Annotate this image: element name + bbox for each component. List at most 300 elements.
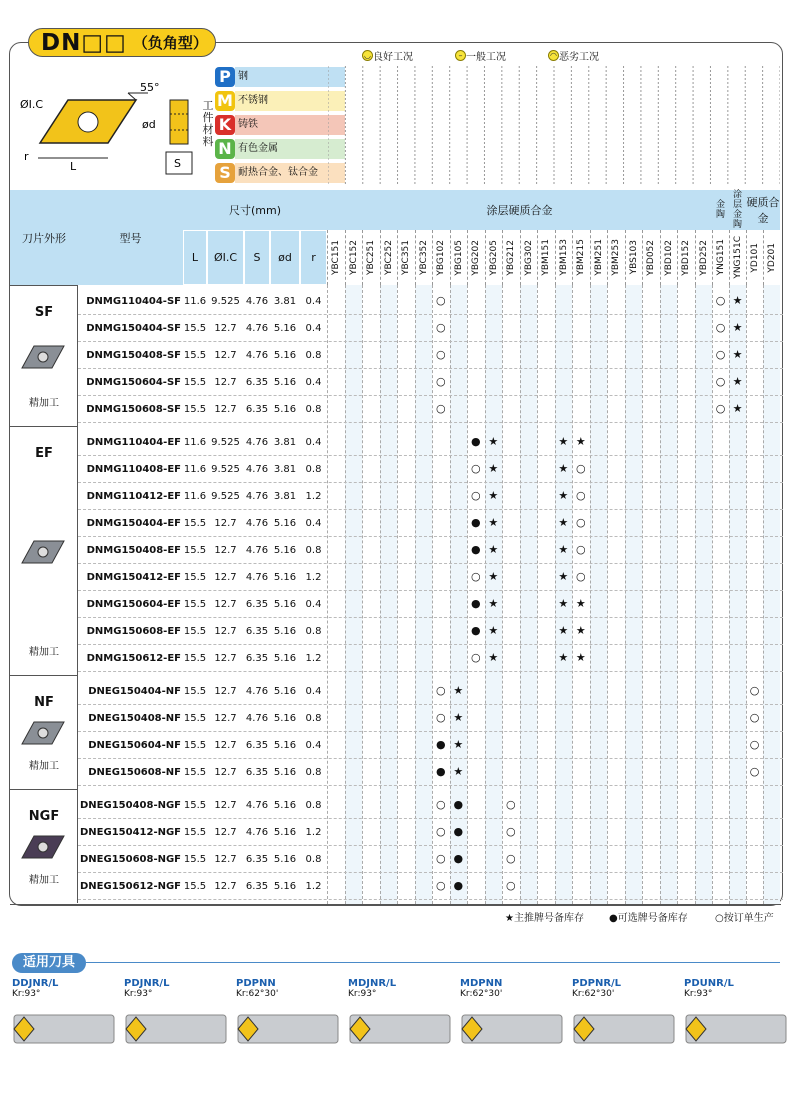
- grade-header: [467, 230, 485, 285]
- grade-header: [642, 230, 660, 285]
- dim-cell: 3.81: [273, 464, 297, 475]
- tool-image: [460, 999, 566, 1055]
- table-bottom: [10, 904, 781, 905]
- tool-kr: Kr:93°: [12, 989, 41, 999]
- dim-cell: 0.8: [305, 464, 322, 475]
- material-row: [215, 162, 345, 184]
- model-cell: DNMG150404-EF: [86, 518, 181, 529]
- shape-header: 刀片外形: [10, 190, 78, 285]
- grade-mark: ★: [488, 570, 499, 583]
- dim-cell: 5.16: [273, 626, 297, 637]
- title-main: DN□□: [41, 29, 127, 56]
- model-cell: DNMG150612-EF: [86, 653, 181, 664]
- tool-name: DDJNR/L: [12, 978, 59, 989]
- cermet-header: 金陶: [712, 190, 729, 230]
- dim-cell: 5.16: [273, 827, 297, 838]
- grade-label: YBD102: [663, 239, 674, 276]
- dim-cell: 6.35: [245, 377, 269, 388]
- material-letter: N: [215, 139, 235, 159]
- model-cell: DNMG110412-EF: [86, 491, 181, 502]
- dim-cell: 12.7: [214, 854, 237, 865]
- model-cell: DNMG150404-SF: [86, 323, 181, 334]
- dim-cell: 11.6: [183, 464, 207, 475]
- grade-header: [327, 230, 345, 285]
- condition-good: [362, 48, 413, 63]
- grade-mark: ●: [470, 597, 481, 610]
- material-label: 不锈钢: [235, 91, 345, 111]
- tool-name: PDPNR/L: [572, 978, 622, 989]
- grade-mark: ○: [435, 711, 446, 724]
- dim-cell: 12.7: [214, 827, 237, 838]
- tool-name: MDPNN: [460, 978, 503, 989]
- grade-header: [362, 230, 380, 285]
- dim-cell: 4.76: [245, 686, 269, 697]
- grade-mark: ★: [558, 462, 569, 475]
- dim-cell: 5.16: [273, 740, 297, 751]
- grade-header: [397, 230, 415, 285]
- tool-kr: Kr:93°: [124, 989, 153, 999]
- dim-cell: 9.525: [211, 464, 240, 475]
- grade-header: [555, 230, 573, 285]
- grade-header: [345, 230, 363, 285]
- dim-cell: 3.81: [273, 296, 297, 307]
- model-cell: DNMG150408-SF: [86, 350, 181, 361]
- dim-cell: 15.5: [183, 404, 207, 415]
- dim-cell: 15.5: [183, 827, 207, 838]
- grade-header: [380, 230, 398, 285]
- group-desc: 精加工: [29, 875, 59, 886]
- group-desc: 精加工: [29, 761, 59, 772]
- dim-cell: 4.76: [245, 437, 269, 448]
- ic-label: ØI.C: [20, 98, 44, 111]
- grade-header: [625, 230, 643, 285]
- dim-cell: 12.7: [214, 881, 237, 892]
- material-label: 耐热合金、钛合金: [235, 163, 345, 183]
- legend-circle: ○按订单生产: [715, 913, 774, 924]
- grade-mark: ★: [732, 321, 743, 334]
- insert-image: [18, 832, 68, 864]
- good-face-icon: ◡: [362, 50, 373, 61]
- grade-mark: ○: [505, 825, 516, 838]
- grade-mark: ★: [488, 435, 499, 448]
- grade-mark: ★: [558, 651, 569, 664]
- model-cell: DNEG150404-NF: [88, 686, 181, 697]
- dim-cell: 15.5: [183, 767, 207, 778]
- grade-label: YBM151: [541, 239, 552, 276]
- grade-mark: ○: [749, 711, 760, 724]
- grade-mark: ●: [453, 852, 464, 865]
- grade-mark: ★: [575, 651, 586, 664]
- dim-cell: 12.7: [214, 767, 237, 778]
- grade-header: [537, 230, 555, 285]
- dim-cell: 6.35: [245, 626, 269, 637]
- dim-cell: 15.5: [183, 740, 207, 751]
- dim-cell: 0.4: [305, 323, 322, 334]
- d-label: ød: [142, 118, 156, 131]
- dim-cell: 5.16: [273, 545, 297, 556]
- grade-label: YBM215: [576, 239, 587, 276]
- dim-cell: 12.7: [214, 599, 237, 610]
- size-col-header: ØI.C: [207, 230, 244, 285]
- grade-mark: ○: [575, 516, 586, 529]
- dim-cell: 5.16: [273, 686, 297, 697]
- tool-image: [12, 999, 118, 1055]
- dim-cell: 12.7: [214, 350, 237, 361]
- insert-hole: [78, 112, 98, 132]
- r-label: r: [24, 150, 29, 163]
- model-cell: DNEG150608-NGF: [79, 854, 181, 865]
- coated-header: 涂层硬质合金: [327, 190, 712, 230]
- size-col-header: r: [300, 230, 327, 285]
- grade-header: [502, 230, 520, 285]
- grade-mark: ○: [435, 348, 446, 361]
- carbide-header: 硬质合金: [746, 190, 780, 230]
- grade-mark: ★: [488, 462, 499, 475]
- dim-cell: 12.7: [214, 323, 237, 334]
- dim-cell: 12.7: [214, 626, 237, 637]
- material-letter: S: [215, 163, 235, 183]
- grade-label: YBC252: [383, 240, 394, 275]
- dim-cell: 5.16: [273, 404, 297, 415]
- grade-mark: ★: [488, 489, 499, 502]
- model-cell: DNMG110404-EF: [86, 437, 181, 448]
- model-cell: DNMG150604-SF: [86, 377, 181, 388]
- tool-name: PDUNR/L: [684, 978, 734, 989]
- model-cell: DNMG110408-EF: [86, 464, 181, 475]
- model-cell: DNEG150412-NGF: [79, 827, 181, 838]
- grade-label: YNG151: [716, 239, 726, 276]
- s-label: S: [174, 157, 181, 170]
- page-title: [28, 28, 216, 57]
- grade-header: [450, 230, 468, 285]
- grade-mark: ○: [435, 402, 446, 415]
- material-label: 铸铁: [235, 115, 345, 135]
- dim-cell: 6.35: [245, 740, 269, 751]
- dim-cell: 15.5: [183, 653, 207, 664]
- material-row: [215, 138, 345, 160]
- tool-card: [460, 978, 566, 1058]
- tool-image: [124, 999, 230, 1055]
- grade-mark: ●: [435, 765, 446, 778]
- insert-image: [18, 718, 68, 750]
- material-letter: M: [215, 91, 235, 111]
- dim-cell: 11.6: [183, 491, 207, 502]
- grade-mark: ○: [749, 765, 760, 778]
- dim-cell: 15.5: [183, 881, 207, 892]
- dim-cell: 0.4: [305, 518, 322, 529]
- grade-mark: ●: [453, 798, 464, 811]
- dim-cell: 4.76: [245, 572, 269, 583]
- grade-mark: ○: [715, 402, 726, 415]
- grade-mark: ★: [453, 711, 464, 724]
- grade-header: [729, 230, 746, 285]
- tool-image: [684, 999, 790, 1055]
- dim-cell: 6.35: [245, 599, 269, 610]
- dim-cell: 5.16: [273, 350, 297, 361]
- dim-cell: 9.525: [211, 437, 240, 448]
- dim-cell: 5.16: [273, 767, 297, 778]
- tool-image: [348, 999, 454, 1055]
- model-cell: DNEG150408-NGF: [79, 800, 181, 811]
- dim-cell: 0.8: [305, 545, 322, 556]
- grade-label: YBG105: [453, 239, 464, 276]
- dim-cell: 9.525: [211, 491, 240, 502]
- grade-label: YBM153: [558, 239, 569, 276]
- tool-card: [124, 978, 230, 1058]
- grade-mark: ★: [453, 765, 464, 778]
- dim-cell: 12.7: [214, 800, 237, 811]
- tool-kr: Kr:93°: [348, 989, 377, 999]
- grade-mark: ○: [715, 348, 726, 361]
- dim-cell: 15.5: [183, 323, 207, 334]
- dim-cell: 4.76: [245, 296, 269, 307]
- grade-mark: ○: [749, 738, 760, 751]
- grade-mark: ★: [488, 651, 499, 664]
- tool-card: [236, 978, 342, 1058]
- insert-side-view: [170, 100, 188, 144]
- dim-cell: 5.16: [273, 653, 297, 664]
- tool-kr: Kr:62°30': [236, 989, 279, 999]
- grade-header: [660, 230, 678, 285]
- dim-cell: 15.5: [183, 518, 207, 529]
- dim-cell: 0.4: [305, 686, 322, 697]
- grade-mark: ★: [558, 435, 569, 448]
- condition-grid: [328, 66, 780, 186]
- grade-mark: ○: [715, 294, 726, 307]
- grade-label: YBC152: [348, 240, 359, 275]
- grade-label: YBC151: [331, 240, 342, 275]
- grade-label: YBG202: [471, 239, 482, 276]
- model-cell: DNEG150604-NF: [88, 740, 181, 751]
- l-label: L: [70, 160, 77, 173]
- grade-mark: ★: [732, 294, 743, 307]
- tool-name: MDJNR/L: [348, 978, 397, 989]
- group-desc: 精加工: [29, 398, 59, 409]
- dim-cell: 0.4: [305, 377, 322, 388]
- grade-mark: ★: [453, 684, 464, 697]
- dim-cell: 11.6: [183, 296, 207, 307]
- material-label: 有色金属: [235, 139, 345, 159]
- grade-mark: ○: [435, 294, 446, 307]
- grade-mark: ★: [558, 543, 569, 556]
- grade-mark: ★: [732, 348, 743, 361]
- dim-cell: 4.76: [245, 350, 269, 361]
- grade-mark: ★: [488, 597, 499, 610]
- grade-mark: ★: [732, 402, 743, 415]
- grade-mark: ○: [470, 489, 481, 502]
- title-sub: （负角型）: [132, 34, 208, 52]
- dim-cell: 4.76: [245, 713, 269, 724]
- model-cell: DNEG150612-NGF: [79, 881, 181, 892]
- dim-cell: 3.81: [273, 437, 297, 448]
- dim-cell: 4.76: [245, 800, 269, 811]
- grade-label: YD201: [767, 242, 777, 273]
- dim-cell: 5.16: [273, 800, 297, 811]
- model-cell: DNMG110404-SF: [86, 296, 181, 307]
- grade-header: [415, 230, 433, 285]
- dim-cell: 12.7: [214, 713, 237, 724]
- grade-header: [712, 230, 729, 285]
- condition-bad: [548, 48, 599, 63]
- tool-card: [348, 978, 454, 1058]
- material-row: [215, 66, 345, 88]
- tool-card: [684, 978, 790, 1058]
- dim-cell: 1.2: [305, 491, 322, 502]
- grade-label: YBG102: [436, 239, 447, 276]
- grade-mark: ○: [505, 879, 516, 892]
- grade-mark: ★: [558, 624, 569, 637]
- condition-label: 恶劣工况: [559, 52, 599, 63]
- grade-mark: ○: [435, 375, 446, 388]
- material-row: [215, 114, 345, 136]
- dim-cell: 1.2: [305, 827, 322, 838]
- dim-cell: 5.16: [273, 854, 297, 865]
- grade-header: [607, 230, 625, 285]
- grade-mark: ○: [575, 570, 586, 583]
- grade-mark: ○: [715, 375, 726, 388]
- group-desc: 精加工: [29, 647, 59, 658]
- tool-image: [572, 999, 678, 1055]
- tool-kr: Kr:62°30': [460, 989, 503, 999]
- grade-label: YBD252: [698, 239, 709, 276]
- grade-label: YBC251: [366, 240, 377, 275]
- dim-cell: 15.5: [183, 572, 207, 583]
- grade-header: [520, 230, 538, 285]
- material-label: 钢: [235, 67, 345, 87]
- model-cell: DNEG150408-NF: [88, 713, 181, 724]
- dim-cell: 0.4: [305, 437, 322, 448]
- group-code: NF: [34, 695, 54, 710]
- dim-cell: 15.5: [183, 350, 207, 361]
- tool-card: [572, 978, 678, 1058]
- model-header: 型号: [78, 190, 183, 285]
- grade-label: YBG205: [488, 239, 499, 276]
- size-col-header: ød: [270, 230, 300, 285]
- grade-mark: ★: [558, 597, 569, 610]
- dim-cell: 0.8: [305, 350, 322, 361]
- grade-mark: ○: [575, 543, 586, 556]
- grade-label: YD101: [750, 242, 760, 273]
- tool-card: [12, 978, 118, 1058]
- dim-cell: 5.16: [273, 323, 297, 334]
- grade-mark: ★: [558, 516, 569, 529]
- grade-header: [485, 230, 503, 285]
- workpiece-material-label: 工件材料: [202, 99, 214, 148]
- condition-label: 良好工况: [373, 52, 413, 63]
- grade-mark: ○: [435, 825, 446, 838]
- dim-cell: 15.5: [183, 854, 207, 865]
- grade-label: YBD052: [646, 239, 657, 276]
- grade-label: YNG151C: [733, 236, 743, 279]
- grade-header: [695, 230, 713, 285]
- dim-cell: 6.35: [245, 404, 269, 415]
- angle-line: [128, 93, 136, 100]
- grade-mark: ○: [470, 462, 481, 475]
- dim-cell: 0.8: [305, 800, 322, 811]
- grade-mark: ○: [435, 321, 446, 334]
- dim-cell: 0.8: [305, 404, 322, 415]
- grade-label: YBM251: [593, 239, 604, 276]
- grade-mark: ●: [435, 738, 446, 751]
- condition-label: 一般工况: [466, 52, 506, 63]
- model-cell: DNMG150608-EF: [86, 626, 181, 637]
- dim-cell: 6.35: [245, 881, 269, 892]
- grade-mark: ★: [575, 624, 586, 637]
- grade-mark: ○: [470, 570, 481, 583]
- dim-cell: 0.4: [305, 296, 322, 307]
- grade-label: YBG212: [506, 239, 517, 276]
- grade-mark: ○: [505, 852, 516, 865]
- grade-label: YBM253: [611, 239, 622, 276]
- dim-cell: 0.4: [305, 740, 322, 751]
- dim-cell: 5.16: [273, 572, 297, 583]
- dim-cell: 1.2: [305, 881, 322, 892]
- dim-cell: 0.8: [305, 626, 322, 637]
- dim-cell: 12.7: [214, 518, 237, 529]
- dim-cell: 5.16: [273, 599, 297, 610]
- grade-mark: ○: [435, 879, 446, 892]
- insert-image: [18, 342, 68, 374]
- dim-cell: 1.2: [305, 572, 322, 583]
- model-cell: DNMG150608-SF: [86, 404, 181, 415]
- legend-dot: ●可选牌号备库存: [609, 913, 688, 924]
- grade-mark: ★: [558, 570, 569, 583]
- dim-cell: 12.7: [214, 740, 237, 751]
- condition-ok: [455, 48, 506, 63]
- tools-title: 适用刀具: [12, 953, 86, 973]
- grade-header: [677, 230, 695, 285]
- grade-mark: ○: [749, 684, 760, 697]
- grade-mark: ●: [453, 825, 464, 838]
- grade-mark: ○: [575, 462, 586, 475]
- dim-cell: 4.76: [245, 545, 269, 556]
- dim-cell: 15.5: [183, 545, 207, 556]
- model-cell: DNEG150608-NF: [88, 767, 181, 778]
- group-code: SF: [34, 305, 54, 320]
- grade-mark: ●: [470, 516, 481, 529]
- grade-mark: ★: [453, 738, 464, 751]
- grade-label: YBC351: [401, 240, 412, 275]
- grade-header: [572, 230, 590, 285]
- dim-cell: 0.4: [305, 599, 322, 610]
- ok-face-icon: –: [455, 50, 466, 61]
- dim-cell: 12.7: [214, 653, 237, 664]
- tool-name: PDPNN: [236, 978, 276, 989]
- dim-cell: 6.35: [245, 767, 269, 778]
- grade-mark: ★: [558, 489, 569, 502]
- dim-cell: 4.76: [245, 827, 269, 838]
- coated-cermet-header: 涂层金陶: [729, 190, 746, 230]
- dim-cell: 15.5: [183, 599, 207, 610]
- dim-cell: 4.76: [245, 491, 269, 502]
- group-code: EF: [35, 446, 53, 461]
- grade-mark: ○: [435, 852, 446, 865]
- dim-cell: 3.81: [273, 491, 297, 502]
- grade-label: YBG302: [523, 239, 534, 276]
- grade-mark: ○: [470, 651, 481, 664]
- dim-cell: 4.76: [245, 518, 269, 529]
- model-cell: DNMG150408-EF: [86, 545, 181, 556]
- grade-mark: ★: [488, 624, 499, 637]
- dim-cell: 0.8: [305, 767, 322, 778]
- size-col-header: S: [244, 230, 270, 285]
- dim-cell: 12.7: [214, 377, 237, 388]
- dim-cell: 9.525: [211, 296, 240, 307]
- grade-mark: ★: [732, 375, 743, 388]
- dim-cell: 5.16: [273, 713, 297, 724]
- dim-cell: 5.16: [273, 377, 297, 388]
- grade-mark: ★: [575, 597, 586, 610]
